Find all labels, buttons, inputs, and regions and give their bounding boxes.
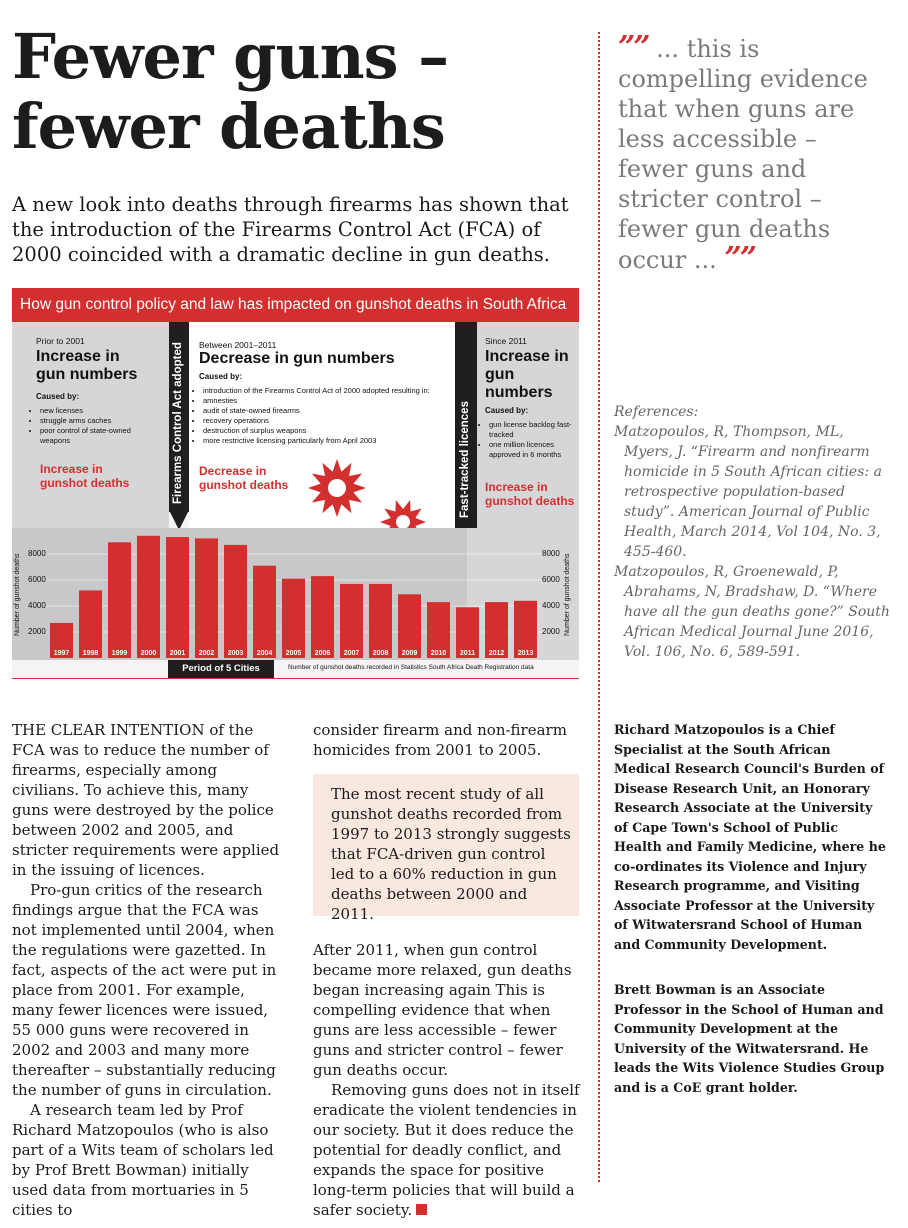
bar-2006 (311, 576, 334, 658)
bar-2002 (195, 538, 218, 658)
references-heading: References: (614, 404, 699, 420)
pull-quote: ”” ... this is compelling evidence that when guns are less accessible – fewer guns and stricter control – fewer gun deaths occur ... ”” (618, 30, 868, 276)
callout-box (313, 774, 579, 923)
list-item: • destruction of surplus weapons (203, 426, 459, 436)
panel-cause-list (193, 386, 459, 446)
panel-heading: Increase in gun numbers (36, 348, 138, 383)
year-label-2010: 2010 (430, 650, 447, 657)
list-item: • struggle arms caches (40, 416, 160, 426)
bar-2007 (340, 584, 363, 658)
period-label: Period of 5 Cities Study (168, 660, 274, 678)
bar-2008 (369, 584, 392, 658)
y-tick-label: 4000 (28, 601, 46, 610)
references (614, 402, 894, 662)
year-label-2012: 2012 (488, 650, 505, 657)
list-item: • introduction of the Firearms Control Act of 2000 adopted resulting in: (203, 386, 459, 396)
list-item: • one million licences approved in 6 months (489, 440, 583, 460)
standfirst: A new look into deaths through firearms has shown that the introduction of the Firearms Control Act (FCA) of 2000 coincided with a dramatic decline in gun deaths. (12, 193, 569, 266)
bar-2009 (398, 594, 421, 658)
body-paragraph: Pro-gun critics of the research findings argue that the FCA was not implemented until 2004, when the regulations were gazetted. In fact, aspects of the act were put in place from 2001. For example, many fewer licences were issued, 55 000 guns were recovered in 2002 and 2003 and many more thereafter – substantially reducing the number of guns in circulation. (12, 881, 277, 1099)
infographic (12, 288, 579, 692)
year-label-2006: 2006 (314, 650, 331, 657)
body-column-2 (313, 720, 583, 760)
headline-line-2: fewer deaths (12, 90, 445, 163)
y-tick-label: 2000 (542, 627, 560, 636)
y-tick-label: 8000 (28, 549, 46, 558)
list-item: • more restrictive licensing particularly from April 2003 (203, 436, 459, 446)
panel-cause-list (479, 420, 583, 460)
year-label-1997: 1997 (53, 650, 70, 657)
headline (12, 22, 582, 162)
year-label-2002: 2002 (198, 650, 215, 657)
list-item: • recovery operations (203, 416, 459, 426)
body-column-1 (12, 720, 286, 1220)
quote-open-icon: ” (618, 30, 634, 65)
year-label-2005: 2005 (285, 650, 302, 657)
year-label-2003: 2003 (227, 650, 244, 657)
panel-since-2011 (477, 322, 579, 528)
author-bio-2: Brett Bowman is an Associate Professor in the School of Human and Community Development at the University of the Witwatersrand. He leads the Wits Violence Studies Group and is a CoE grant holder. (614, 982, 885, 1095)
callout-text: The most recent study of all gunshot deaths recorded from 1997 to 2013 strongly suggests that FCA-driven gun control led to a 60% reduction in gun deaths between 2000 and 2011. (331, 785, 571, 923)
bar-2003 (224, 545, 247, 658)
chart-svg (12, 528, 579, 660)
bar-2000 (137, 536, 160, 658)
marker-label: Fast-tracked licences (459, 401, 471, 518)
panel-effect: Increase in gunshot deaths (40, 462, 130, 490)
end-mark-icon (416, 1204, 427, 1215)
panel-date: Between 2001–2011 (199, 340, 277, 350)
pull-quote-text: ... this is compelling evidence that when guns are less accessible – fewer guns and stricter control – fewer gun deaths occur ... (618, 35, 868, 274)
body-paragraph: THE CLEAR INTENTION of the FCA was to reduce the number of firearms, especially among civilians. To achieve this, many guns were destroyed by the police between 2002 and 2005, and stricter requirements were applied in the issuing of licences. (12, 721, 280, 879)
panel-effect: Increase in gunshot deaths (485, 480, 575, 508)
bar-1999 (108, 542, 131, 658)
panel-prior-2001 (12, 322, 169, 528)
marker-fca-adopted (169, 322, 189, 512)
year-label-2007: 2007 (343, 650, 360, 657)
y-tick-label: 6000 (28, 575, 46, 584)
quote-close-icon: ” (724, 241, 740, 276)
infographic-title: How gun control policy and law has impacted on gunshot deaths in South Africa (12, 288, 579, 322)
source-note: Number of gunshot deaths recorded in Statistics South Africa Death Registration data (288, 664, 534, 671)
year-label-2004: 2004 (256, 650, 273, 657)
list-item: • amnesties (203, 396, 459, 406)
year-label-2008: 2008 (372, 650, 389, 657)
marker-label: Firearms Control Act adopted (172, 342, 184, 504)
divider-rule (12, 678, 579, 679)
body-paragraph: Removing guns does not in itself eradicate the violent tendencies in our society. But it does reduce the potential for deadly conflict, and expands the space for positive long-term policies that will build a safer society. (313, 1081, 580, 1219)
column-divider (598, 32, 600, 1182)
bar-2005 (282, 579, 305, 658)
panel-heading: Decrease in gun numbers (199, 350, 395, 367)
bar-1998 (79, 590, 102, 658)
panel-effect: Decrease in gunshot deaths (199, 464, 289, 492)
gunshot-deaths-chart (12, 528, 579, 660)
year-label-2013: 2013 (517, 650, 534, 657)
list-item: • new licenses (40, 406, 160, 416)
year-label-1999: 1999 (111, 650, 128, 657)
panel-caused-by: Caused by: (485, 406, 529, 415)
year-label-2001: 2001 (169, 650, 186, 657)
panel-date: Since 2011 (485, 336, 527, 346)
list-item: • gun license backlog fast-tracked (489, 420, 583, 440)
list-item: • audit of state-owned firearms (203, 406, 459, 416)
reference-item: Matzopoulos, R, Groenewald, P, Abrahams, N, Bradshaw, D. “Where have all the gun deaths gone?” South African Medical Journal June 2016, Vol. 106, No. 6, 589-591. (614, 564, 890, 660)
panel-2001-2011 (189, 322, 455, 528)
marker-fast-tracked (455, 322, 477, 532)
body-column-2-continued (313, 940, 583, 1220)
body-paragraph: After 2011, when gun control became more relaxed, gun deaths began increasing again This is compelling evidence that when guns are less accessible – fewer guns and stricter control – fewer gun deaths occur. (313, 941, 572, 1079)
y-axis-label-right: Number of gunshot deaths (564, 553, 571, 636)
panel-caused-by: Caused by: (36, 392, 80, 401)
burst-icon (307, 458, 367, 518)
body-paragraph: A research team led by Prof Richard Matzopoulos (who is also part of a Wits team of scholars led by Prof Brett Bowman) initially used data from mortuaries in 5 cities to (12, 1101, 274, 1219)
year-label-2000: 2000 (140, 650, 157, 657)
panel-date: Prior to 2001 (36, 336, 85, 346)
y-axis-label-left: Number of gunshot deaths (14, 553, 21, 636)
body-paragraph: consider firearm and non-firearm homicides from 2001 to 2005. (313, 721, 567, 759)
panel-cause-list (30, 406, 160, 446)
y-tick-label: 4000 (542, 601, 560, 610)
bar-2001 (166, 537, 189, 658)
headline-line-1: Fewer guns – (12, 20, 449, 93)
y-tick-label: 8000 (542, 549, 560, 558)
bar-2004 (253, 566, 276, 658)
y-tick-label: 6000 (542, 575, 560, 584)
year-label-2009: 2009 (401, 650, 418, 657)
year-label-2011: 2011 (459, 650, 476, 657)
panel-heading: Increase in gun numbers (485, 348, 569, 401)
reference-item: Matzopoulos, R, Thompson, ML, Myers, J. “Firearm and nonfirearm homicide in 5 South African cities: a retrospective population-based study”. American Journal of Public Health, March 2014, Vol 104, No. 3, 455-460. (614, 424, 882, 560)
panel-caused-by: Caused by: (199, 372, 243, 381)
year-label-1998: 1998 (82, 650, 99, 657)
y-tick-label: 2000 (28, 627, 46, 636)
list-item: • poor control of state-owned weapons (40, 426, 160, 446)
author-bio-1: Richard Matzopoulos is a Chief Specialist at the South African Medical Research Council's Burden of Disease Research Unit, an Honorary Research Associate at the University of Cape Town's School of Public Health and Family Medicine, where he co-ordinates its Violence and Injury Research programme, and Visiting Associate Professor at the University of Witwatersrand School of Human and Community Development. (614, 722, 886, 952)
